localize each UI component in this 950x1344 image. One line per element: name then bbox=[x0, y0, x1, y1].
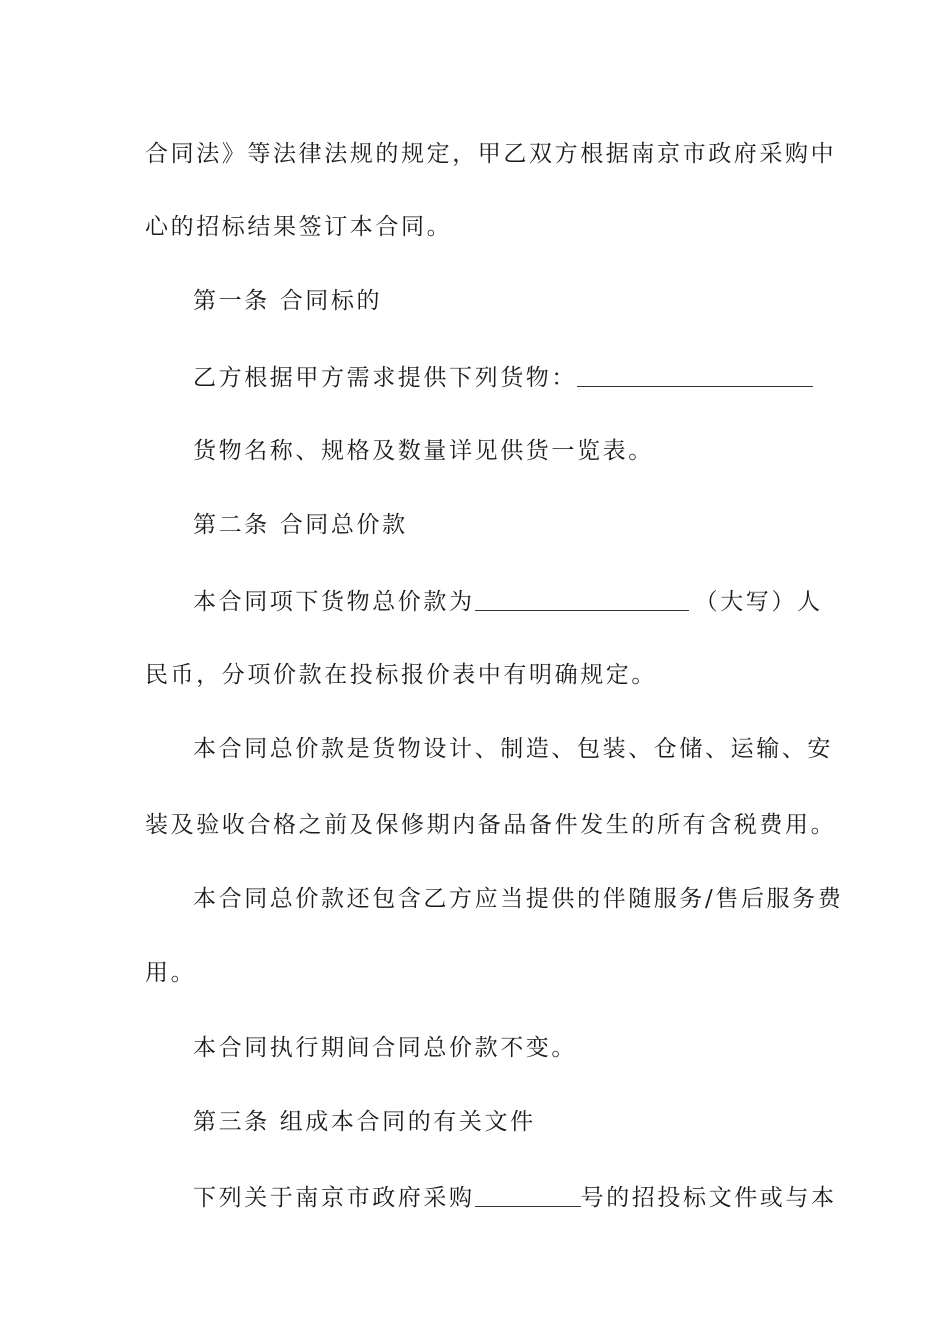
total-price-blank-field[interactable] bbox=[475, 588, 689, 611]
paragraph-line: 合同法》等法律法规的规定，甲乙双方根据南京市政府采购中 bbox=[145, 141, 837, 167]
paragraph-line: 用。 bbox=[145, 960, 197, 986]
paragraph-line: 本合同总价款是货物设计、制造、包装、仓储、运输、安 bbox=[193, 736, 833, 762]
paragraph-line: 下列关于南京市政府采购 号的招投标文件或与本 bbox=[193, 1185, 837, 1211]
paragraph-line: 心的招标结果签订本合同。 bbox=[145, 214, 453, 240]
paragraph-line: 本合同执行期间合同总价款不变。 bbox=[193, 1035, 577, 1061]
paragraph-line: 货物名称、规格及数量详见供货一览表。 bbox=[193, 438, 654, 464]
goods-blank-field[interactable] bbox=[577, 364, 813, 387]
paragraph-line: 装及验收合格之前及保修期内备品备件发生的所有含税费用。 bbox=[145, 812, 837, 838]
article-heading-2: 第二条 合同总价款 bbox=[193, 512, 408, 538]
paragraph-line: 民币，分项价款在投标报价表中有明确规定。 bbox=[145, 662, 657, 688]
article-heading-3: 第三条 组成本合同的有关文件 bbox=[193, 1109, 536, 1135]
paragraph-line: 本合同项下货物总价款为 （大写）人 bbox=[193, 589, 823, 615]
procurement-number-blank-field[interactable] bbox=[475, 1184, 581, 1207]
paragraph-line: 乙方根据甲方需求提供下列货物： bbox=[193, 363, 810, 393]
article-heading-1: 第一条 合同标的 bbox=[193, 288, 383, 314]
paragraph-line: 本合同总价款还包含乙方应当提供的伴随服务/售后服务费 bbox=[193, 886, 844, 912]
